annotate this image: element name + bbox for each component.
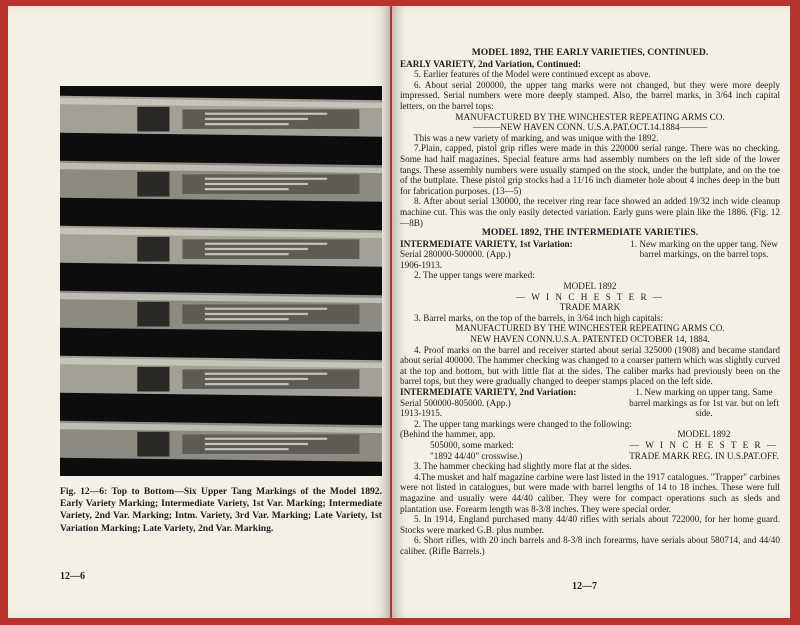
photo-graphic	[60, 86, 382, 476]
tang-marking: TRADE MARK REG. IN U.S.PAT.OFF.	[629, 450, 779, 461]
tang-receiver-5	[60, 356, 382, 397]
note-line: 505000, some marked:	[430, 439, 514, 450]
variation-block	[400, 239, 780, 271]
tang-marking: MODEL 1892	[677, 429, 731, 440]
paragraph: 6. About serial 200000, the upper tang marks were not changed, but they were more deeply impressed. Serial numbers were more deeply stamped. Also, the barrel marks, in 3/64 inch capital letters, on the barrel tops:	[400, 79, 780, 111]
year-range: 1906-1913.	[400, 259, 443, 270]
subheading-intermediate-2nd: INTERMEDIATE VARIETY, 2nd Variation:	[400, 387, 577, 397]
tang-receiver-2	[60, 161, 382, 202]
paragraph: 2. The upper tangs were marked:	[414, 270, 535, 281]
figure-caption: Fig. 12—6: Top to Bottom—Six Upper Tang Markings of the Model 1892. Early Variety Marking; Intermediate Variety, 1st Var. Marking; Intermediate Variety, 2nd Var. Marking; Intm. Variety, 3rd Var. Marking; Late Variety, 1st Variation Marking; Late Variety, 2nd Var. Marking.	[60, 486, 382, 534]
barrel-marking: MANUFACTURED BY THE WINCHESTER REPEATING ARMS CO.	[455, 111, 725, 122]
tang-marking-block	[400, 429, 780, 461]
tang-marking: TRADE MARK	[559, 302, 621, 313]
paragraph: 2. The upper tang markings were changed to the following:	[414, 418, 632, 429]
rifle-tang-markings-photo	[60, 86, 382, 476]
paragraph: 4. Proof marks on the barrel and receiver started about serial 325000 (1908) and became standard about serial 400000. The hammer checking was changed to a coarser pattern which was slightly curved at the top and bottom, but with little flat at the sides. The caliber marks had previously been on the barrel tops, but they were gradually changed to deeper stamps placed on the left side.	[400, 344, 780, 387]
right-page	[392, 6, 790, 618]
paragraph: This was a new variety of marking, and was unique with the 1892.	[414, 132, 659, 143]
note-line: "1892 44/40" crosswise.)	[430, 450, 523, 461]
tang-receiver-3	[60, 226, 382, 267]
serial-range: Serial 500000-805000. (App.)	[400, 397, 511, 408]
barrel-marking: NEW HAVEN CONN.U.S.A. PATENTED OCTOBER 14, 1884.	[470, 334, 710, 345]
section-heading-intermediate: MODEL 1892, THE INTERMEDIATE VARIETIES.	[481, 227, 699, 239]
barrel-marking: ———NEW HAVEN CONN. U.S.A.PAT.OCT.14.1884———	[472, 122, 708, 133]
serial-range: Serial 280000-500000. (App.)	[400, 249, 511, 260]
tang-marking: — W I N C H E S T E R —	[629, 439, 779, 450]
tang-receiver-6	[60, 421, 382, 462]
variation-note: 1. New marking on the upper tang. New barrel markings, on the barrel tops.	[630, 238, 778, 260]
subheading-intermediate-1st: INTERMEDIATE VARIETY, 1st Variation:	[400, 238, 573, 249]
paragraph: 3. Barrel marks, on the top of the barrels, in 3/64 inch high capitals:	[414, 312, 664, 323]
paragraph: 7.Plain, capped, pistol grip rifles were made in this 220000 serial range. There was no checking. Some had half magazines. Special feature arms had assembly numbers on the left side of the lower tangs. These assembly numbers were usually stamped on the stock, under the buttplate, and on the toe of the buttplate. These pistol grip stocks had a 11/16 inch diameter hole about 4 inches deep in the butt for fabrication purposes. (13—5)	[400, 143, 780, 196]
section-heading: MODEL 1892, THE EARLY VARIETIES, CONTINUED.	[471, 47, 709, 58]
paragraph: 5. Earlier features of the Model were continued except as above.	[414, 69, 651, 80]
variation-block	[400, 387, 780, 419]
subheading-early-2nd: EARLY VARIETY, 2nd Variation, Continued:	[400, 58, 581, 69]
page-number-left: 12—6	[60, 571, 85, 582]
paragraph: 8. After about serial 130000, the receiver ring rear face showed an added 19/32 inch wide cleanup machine cut. This was the only easily detected variation. Early guns were plain like the 1886. (Fig. 12—8B)	[400, 196, 780, 228]
paragraph: 4.The musket and half magazine carbine were last listed in the 1917 catalogues. "Trapper" carbines were not listed in catalogues, but were made with barrel lengths of 14 to 18 inches. These were full magazine and usually were 44/40 caliber. They were for compact operations such as sleds and plantation use. Forearm length was 8-3/8 inches. They were special order.	[400, 471, 780, 514]
tang-marking: — W I N C H E S T E R —	[515, 291, 665, 302]
barrel-marking: MANUFACTURED BY THE WINCHESTER REPEATING ARMS CO.	[455, 323, 725, 334]
note-line: (Behind the hammer, app.	[400, 429, 496, 440]
right-page-text	[400, 48, 780, 557]
variation-note: 1. New marking on upper tang. Same barrel markings as for 1st var. but on left side.	[629, 387, 779, 419]
tang-marking: MODEL 1892	[563, 281, 617, 292]
tang-receiver-1	[60, 96, 382, 137]
year-range: 1913-1915.	[400, 408, 443, 419]
left-page	[8, 6, 390, 618]
page-number-right: 12—7	[572, 581, 597, 592]
paragraph: 3. The hammer checking had slightly more flat at the sides.	[414, 461, 632, 472]
paragraph: 5. In 1914, England purchased many 44/40 rifles with serials about 722000, for her home guard. Stocks were marked G.B. plus number.	[400, 514, 780, 535]
paragraph: 6. Short rifles, with 20 inch barrels and 8-3/8 inch forearms, have serials about 580714, and 44/40 caliber. (Rifle Barrels.)	[400, 535, 780, 556]
tang-receiver-4	[60, 291, 382, 332]
